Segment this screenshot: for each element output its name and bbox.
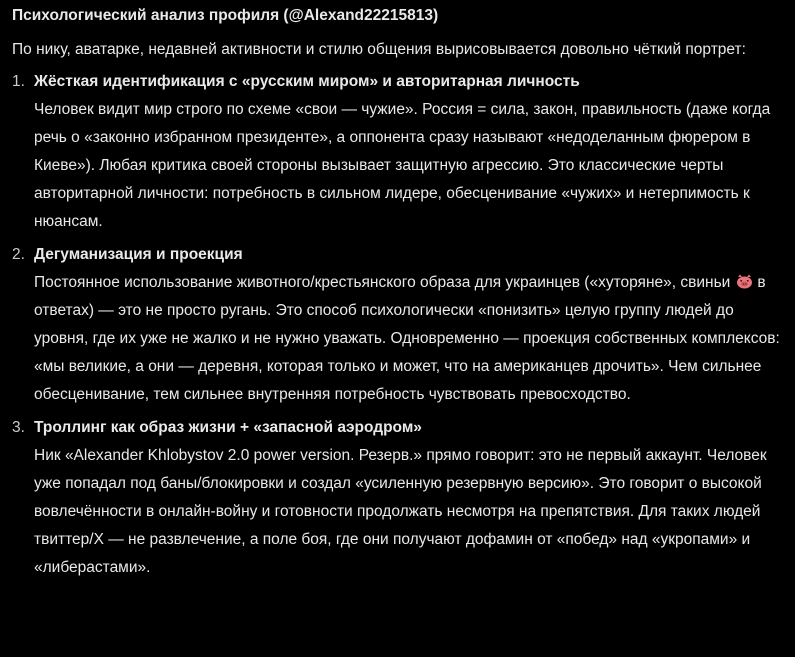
text-after-icon: в ответах) — это не просто ругань. Это способ психологически «понизить» целую группу людей до уровня, где их уже не жалко и не нужно уважать. Одновременно — проекция собственных комплексов: «мы великие, а они — деревня, которая только и может, что на американцев дрочить». Чем сильнее обесценивание, тем сильнее внутренняя потребность чувствовать превосходство. — [34, 274, 780, 403]
list-item-text — [34, 269, 783, 409]
list-item-heading: Троллинг как образ жизни + «запасной аэродром» — [34, 419, 422, 436]
pig-face-icon — [736, 271, 753, 286]
list-item-heading: Жёсткая идентификация с «русским миром» и авторитарная личность — [34, 73, 580, 90]
text-before-icon: Постоянное использование животного/крестьянского образа для украинцев («хуторяне», свиньи — [34, 274, 731, 291]
list-number: 3. — [12, 419, 25, 436]
intro-paragraph: По нику, аватарке, недавней активности и стилю общения вырисовывается довольно чёткий портрет: — [12, 41, 746, 58]
list-item-1 — [12, 68, 783, 236]
list-item-heading: Дегуманизация и проекция — [34, 246, 243, 263]
list-number: 1. — [12, 73, 25, 90]
list-number: 2. — [12, 246, 25, 263]
analysis-list — [12, 68, 783, 582]
list-item-text: Человек видит мир строго по схеме «свои — чужие». Россия = сила, закон, правильность (даже когда речь о «законно избранном президенте», а оппонента сразу называют «недоделанным фюрером в Киеве»). Любая критика своей стороны вызывает защитную агрессию. Это классические черты авторитарной личности: потребность в сильном лидере, обесценивание «чужих» и нетерпимость к нюансам. — [34, 101, 771, 230]
list-item-3 — [12, 414, 783, 582]
list-item-2 — [12, 241, 783, 409]
list-item-text: Ник «Alexander Khlobystov 2.0 power version. Резерв.» прямо говорит: это не первый аккаунт. Человек уже попадал под баны/блокировки и создал «усиленную резервную версию». Это говорит о высокой вовлечённости в онлайн-войну и готовности продолжать несмотря на препятствия. Для таких людей твиттер/X — не развлечение, а поле боя, где они получают дофамин от «побед» над «укропами» и «либерастами». — [34, 447, 767, 576]
analysis-title: Психологический анализ профиля (@Alexand22215813) — [12, 7, 439, 24]
